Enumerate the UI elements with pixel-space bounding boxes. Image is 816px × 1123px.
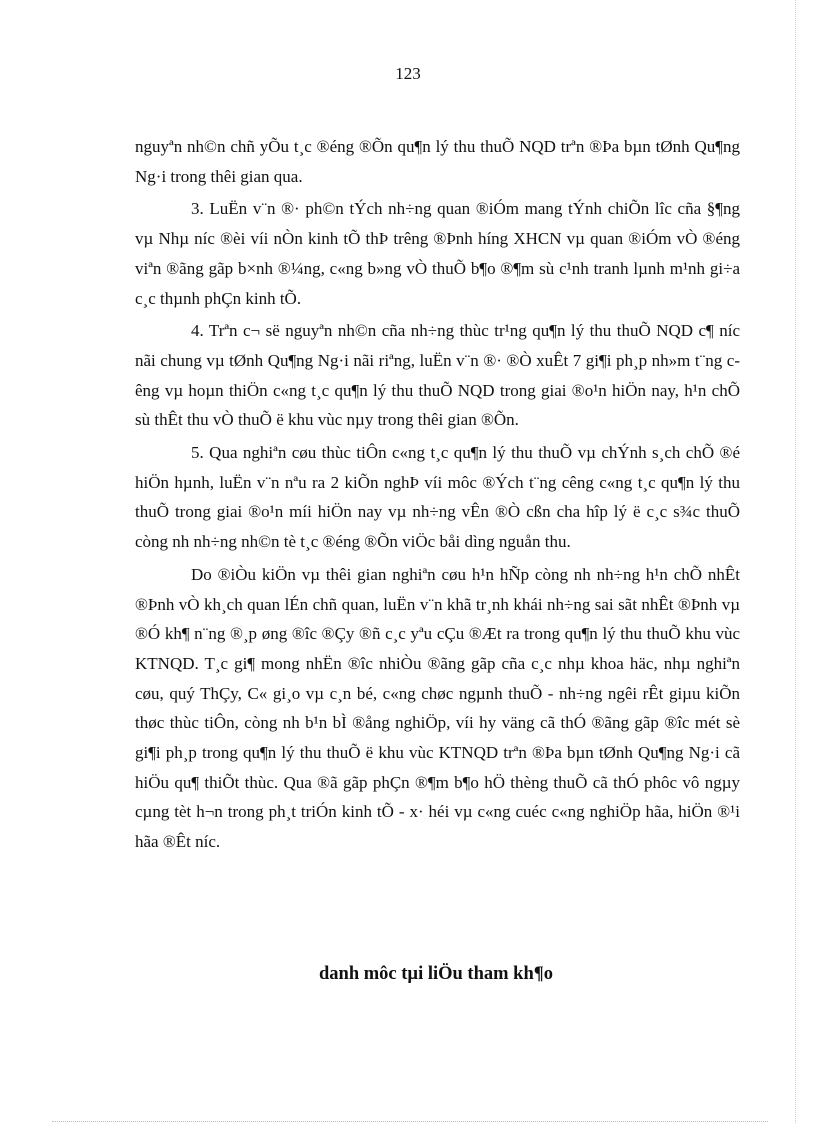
paragraph-point-4: 4. Trªn c¬ së nguyªn nh©n cña nh÷ng thùc tr¹ng qu¶n lý thu thuÕ NQD c¶ níc nãi chung vµ tØnh Qu¶ng Ng·i nãi riªng, luËn v¨n ®· ®Ò xuÊt 7 gi¶i ph¸p nh»m t¨ng cêng vµ hoµn thiÖn c«ng t¸c qu¶n lý thu thuÕ NQD trong giai ®o¹n hiÖn nay, h¹n chÕ sù thÊt thu vÒ thuÕ ë khu vùc nµy trong thêi gian ®Õn.	[135, 321, 740, 430]
body-text	[135, 132, 740, 860]
page-bottom-divider	[52, 1121, 768, 1122]
paragraph-point-5: 5. Qua nghiªn cøu thùc tiÔn c«ng t¸c qu¶n lý thu thuÕ vµ chÝnh s¸ch chÕ ®é hiÖn hµnh, luËn v¨n nªu ra 2 kiÕn nghÞ víi môc ®Ých t¨ng cêng c«ng t¸c qu¶n lý thu thuÕ trong giai ®o¹n míi hiÖn nay vµ nh÷ng vÊn ®Ò cßn cha hîp lý ë c¸c s¾c thuÕ còng nh nh÷ng nh©n tè t¸c ®éng ®Õn viÖc båi dìng nguån thu.	[135, 443, 740, 552]
page-number: 123	[395, 64, 421, 83]
paragraph-point-3: 3. LuËn v¨n ®· ph©n tÝch nh÷ng quan ®iÓm mang tÝnh chiÕn lîc cña §¶ng vµ Nhµ níc ®èi víi nÒn kinh tÕ thÞ trêng ®Þnh híng XHCN vµ quan ®iÓm vÒ ®éng viªn ®ãng gãp b×nh ®¼ng, c«ng b»ng vÒ thuÕ b¶o ®¶m sù c¹nh tranh lµnh m¹nh gi÷a c¸c thµnh phÇn kinh tÕ.	[135, 199, 740, 308]
page-right-divider	[795, 0, 796, 1123]
paragraph-conclusion: Do ®iÒu kiÖn vµ thêi gian nghiªn cøu h¹n hÑp còng nh nh÷ng h¹n chÕ nhÊt ®Þnh vÒ kh¸ch quan lÉn chñ quan, luËn v¨n khã tr¸nh khái nh÷ng sai sãt nhÊt ®Þnh vµ ®Ó kh¶ n¨ng ®¸p øng ®îc ®Çy ®ñ c¸c yªu cÇu ®Æt ra trong qu¶n lý thu thuÕ khu vùc KTNQD. T¸c gi¶ mong nhËn ®îc nhiÒu ®ãng gãp cña c¸c nhµ khoa häc, nhµ nghiªn cøu, quý ThÇy, C« gi¸o vµ c¸n bé, c«ng chøc ngµnh thuÕ - nh÷ng ngêi rÊt giµu kiÕn thøc thùc tiÔn, còng nh b¹n bÌ ®ång nghiÖp, víi hy väng cã thÓ ®ãng gãp ®îc mét sè gi¶i ph¸p trong qu¶n lý thu thuÕ ë khu vùc KTNQD trªn ®Þa bµn tØnh Qu¶ng Ng·i cã hiÖu qu¶ thiÕt thùc. Qua ®ã gãp phÇn ®¶m b¶o hÖ thèng thuÕ cã thÓ phôc vô ngµy cµng tèt h¬n trong ph¸t triÓn kinh tÕ - x· héi vµ c«ng cuéc c«ng nghiÖp hãa, hiÖn ®¹i hãa ®Êt níc.	[135, 564, 740, 852]
references-heading: danh môc tµi liÖu tham kh¶o	[319, 964, 553, 984]
paragraph-continuation: nguyªn nh©n chñ yÕu t¸c ®éng ®Õn qu¶n lý thu thuÕ NQD trªn ®Þa bµn tØnh Qu¶ng Ng·i trong thêi gian qua.	[135, 137, 740, 186]
